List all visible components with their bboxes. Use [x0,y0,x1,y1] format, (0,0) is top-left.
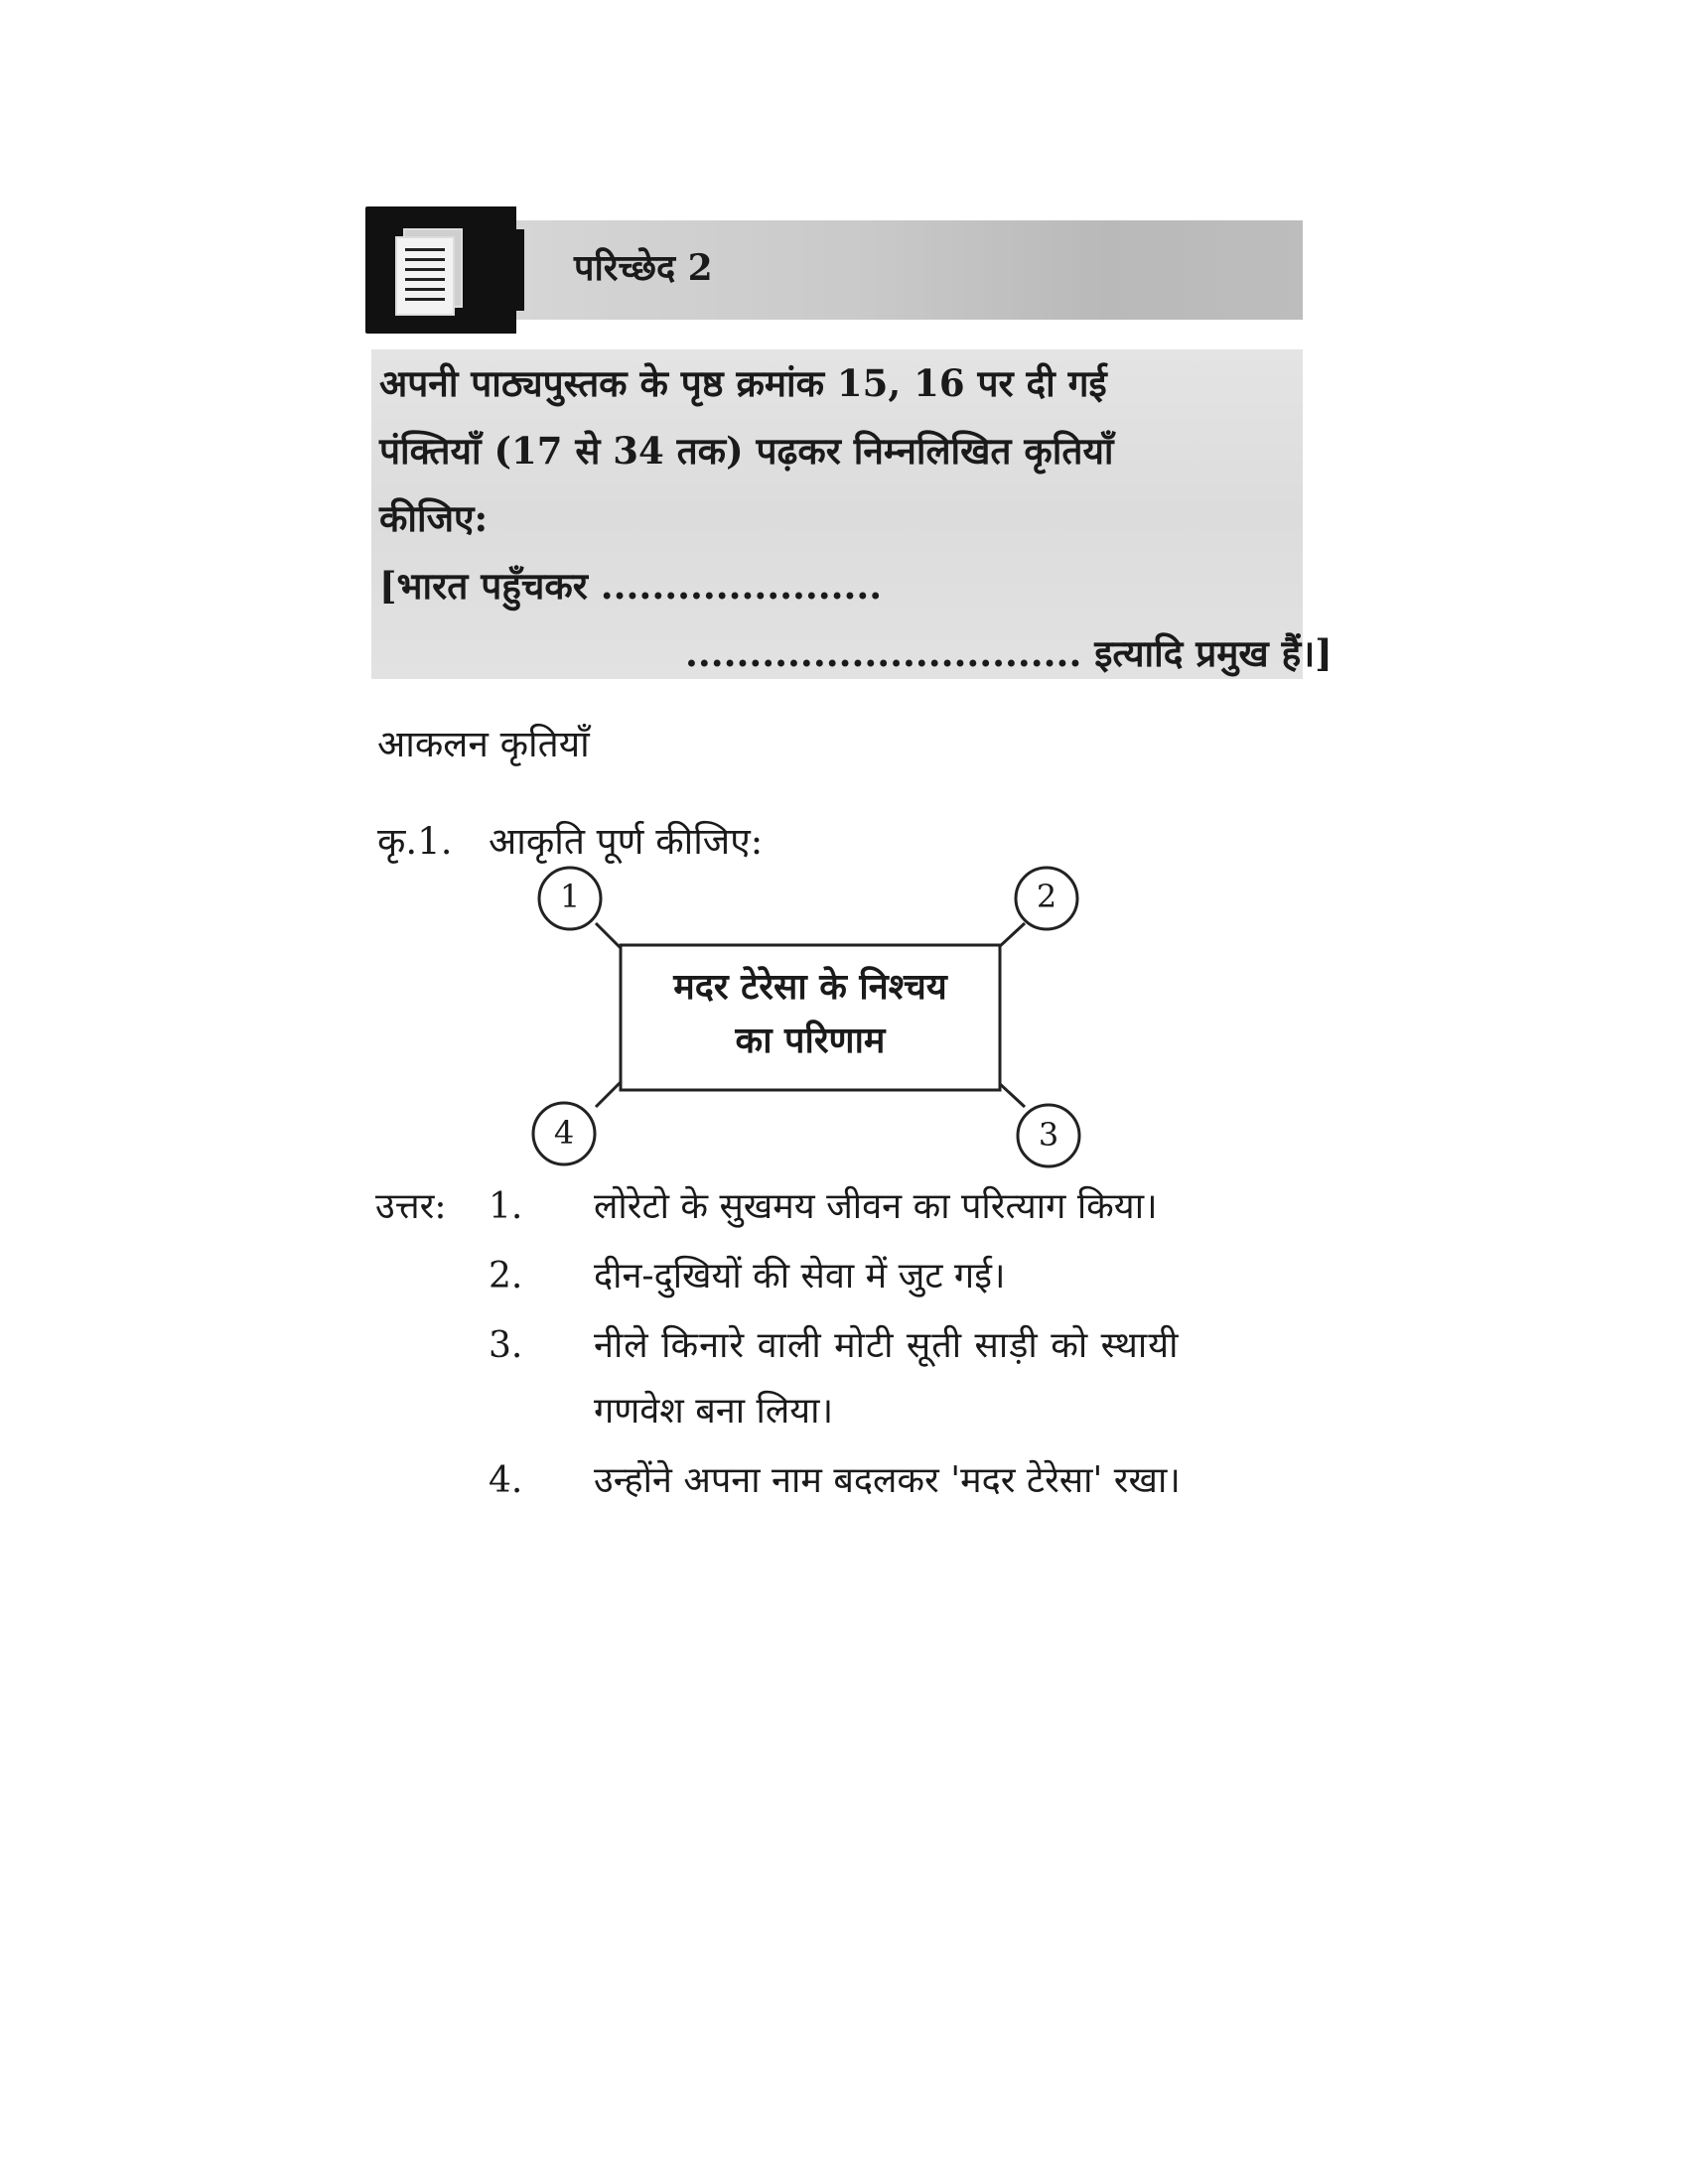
diagram-center-line-2: का परिणाम [735,1020,886,1061]
section-title: परिच्छेद 2 [574,247,713,289]
answer-number-4: 4. [489,1460,523,1501]
circle-label-4: 4 [553,1114,575,1152]
connector-3 [998,1082,1025,1107]
document-icon [365,206,514,334]
instruction-line-3: कीजिए: [379,496,489,540]
connector-4 [596,1082,621,1107]
instruction-line-2: पंक्तियाँ (17 से 34 तक) पढ़कर निम्नलिखित कृतियाँ [379,429,1114,473]
instruction-line-1: अपनी पाठ्यपुस्तक के पृष्ठ क्रमांक 15, 16 पर दी गई [379,361,1107,405]
connector-2 [998,923,1025,948]
answer-number-1: 1. [489,1186,523,1227]
instruction-line-5: ............................... इत्यादि प्रमुख हैं।] [685,631,1333,675]
section-heading: आकलन कृतियाँ [377,723,590,765]
instruction-line-4: [भारत पहुँचकर ...................... [379,564,883,608]
circle-label-2: 2 [1036,878,1057,915]
diagram-center-line-1: मदर टेरेसा के निश्चय [673,966,947,1008]
answer-text-2: दीन-दुखियों की सेवा में जुट गई। [594,1256,1006,1297]
circle-label-3: 3 [1038,1116,1059,1154]
answer-text-3b: गणवेश बना लिया। [594,1391,834,1432]
answer-text-1: लोरेटो के सुखमय जीवन का परित्याग किया। [594,1186,1158,1227]
answer-text-3a: नीले किनारे वाली मोटी सूती साड़ी को स्थायी [594,1325,1180,1366]
answer-text-4: उन्होंने अपना नाम बदलकर 'मदर टेरेसा' रखा। [594,1460,1181,1501]
answer-number-3: 3. [489,1325,523,1366]
answer-label: उत्तर: [375,1186,447,1227]
answer-number-2: 2. [489,1256,523,1297]
diagram-center-text [621,960,1000,1067]
circle-label-1: 1 [559,878,581,915]
question-number: कृ.1. [377,820,453,863]
question-text: आकृति पूर्ण कीजिए: [489,820,764,863]
connector-1 [596,923,621,948]
